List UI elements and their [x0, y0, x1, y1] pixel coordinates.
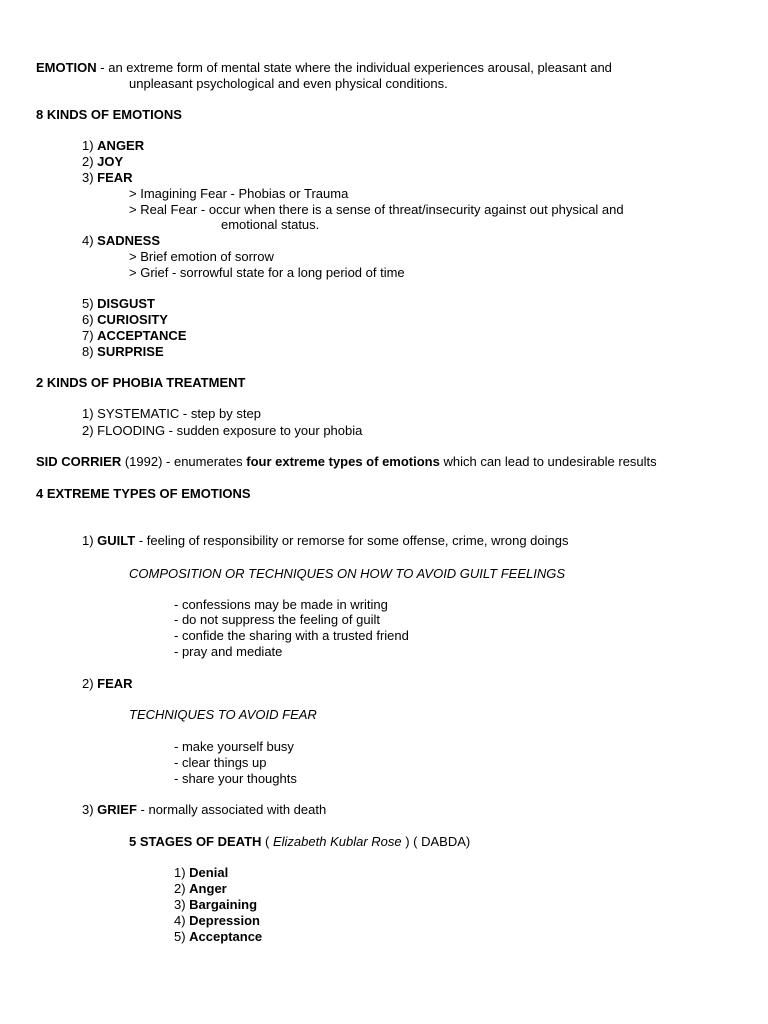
fear-subheading: TECHNIQUES TO AVOID FEAR [129, 707, 317, 722]
emotion-item-8: 8) SURPRISE [82, 344, 164, 359]
stages-of-death-heading: 5 STAGES OF DEATH ( Elizabeth Kublar Rose ) ( DABDA) [129, 834, 471, 849]
definition-separator: - [96, 60, 109, 75]
emotion-item-2: 2) JOY [82, 154, 124, 169]
extreme-heading: 4 EXTREME TYPES OF EMOTIONS [36, 486, 251, 501]
eight-kinds-heading: 8 KINDS OF EMOTIONS [36, 107, 182, 122]
guilt-technique-1: - confessions may be made in writing [174, 597, 388, 612]
fear-technique-2: - clear things up [174, 755, 267, 770]
stage-item-3: 3) Bargaining [174, 897, 258, 912]
definition-text-1: an extreme form of mental state where the individual experiences arousal, pleasant and [108, 60, 612, 75]
definition-line-1 [36, 60, 612, 76]
fear-sub-2: > Real Fear - occur when there is a sense of threat/insecurity against out physical and [129, 202, 624, 217]
emotion-item-4: 4) SADNESS [82, 233, 161, 248]
phobia-item-1: 1) SYSTEMATIC - step by step [82, 406, 261, 421]
definition-line-2: unpleasant psychological and even physical conditions. [129, 76, 448, 91]
fear-sub-2-continued: emotional status. [221, 217, 320, 232]
fear-technique-1: - make yourself busy [174, 739, 294, 754]
guilt-technique-3: - confide the sharing with a trusted friend [174, 628, 409, 643]
grief-item: 3) GRIEF - normally associated with death [82, 802, 327, 817]
fear-item: 2) FEAR [82, 676, 133, 691]
stage-item-1: 1) Denial [174, 865, 229, 880]
sadness-sub-1: > Brief emotion of sorrow [129, 249, 274, 264]
fear-technique-3: - share your thoughts [174, 771, 297, 786]
fear-sub-1: > Imagining Fear - Phobias or Trauma [129, 186, 349, 201]
stage-item-4: 4) Depression [174, 913, 260, 928]
stage-item-2: 2) Anger [174, 881, 227, 896]
emotion-item-5: 5) DISGUST [82, 296, 155, 311]
emotion-item-3: 3) FEAR [82, 170, 133, 185]
sid-corrier-line: SID CORRIER (1992) - enumerates four extreme types of emotions which can lead to undesirable results [36, 454, 657, 469]
guilt-technique-4: - pray and mediate [174, 644, 283, 659]
definition-term: EMOTION [36, 60, 97, 75]
guilt-subheading: COMPOSITION OR TECHNIQUES ON HOW TO AVOID GUILT FEELINGS [129, 566, 566, 581]
phobia-heading: 2 KINDS OF PHOBIA TREATMENT [36, 375, 246, 390]
sid-corrier-name: SID CORRIER [36, 454, 122, 469]
guilt-technique-2: - do not suppress the feeling of guilt [174, 612, 380, 627]
emotion-item-1: 1) ANGER [82, 138, 145, 153]
sadness-sub-2: > Grief - sorrowful state for a long period of time [129, 265, 405, 280]
phobia-item-2: 2) FLOODING - sudden exposure to your phobia [82, 423, 363, 438]
guilt-item: 1) GUILT - feeling of responsibility or remorse for some offense, crime, wrong doings [82, 533, 569, 548]
emotion-item-6: 6) CURIOSITY [82, 312, 168, 327]
emotion-item-7: 7) ACCEPTANCE [82, 328, 187, 343]
stage-item-5: 5) Acceptance [174, 929, 263, 944]
